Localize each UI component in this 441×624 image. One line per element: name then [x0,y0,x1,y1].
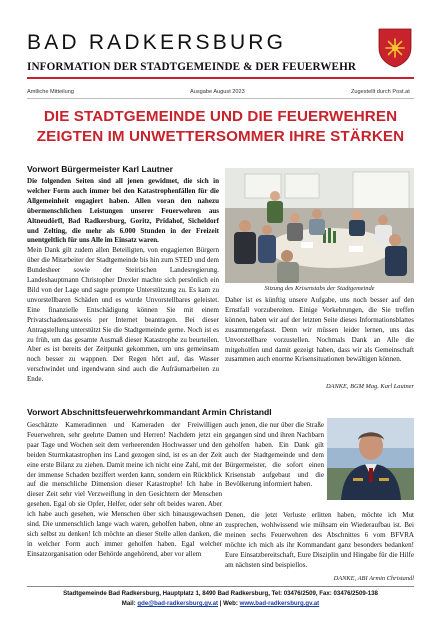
meta-delivery: Zugestellt durch Post.at [351,89,410,95]
mayor-body-paragraph: Mein Dank gilt zudem allen Beteiligten, von engagierten Bürgern über die Mitarbeiter der Stadtgemeinde bis hin zum STED und dem Bundesheer sowie der Steirischen Landesregierung. Landeshauptmann Christopher Drexler machte sich persönlich ein Bild von der Lage und sagte prompte Unterstützung zu. Es kam zu unvorstellbaren Schäden und es wurde Unvorstellbares geleistet. Eine finanzielle Entschädigung können Sie mit einem Privatschadensausweis per Internet beantragen. Bei dieser Antragstellung unterstützt Sie die Stadtgemeinde gerne. Noch ist es zu früh, um das gesamte Ausmaß dieser Katastrophe zu beurteilen. Aber es ist bereits der Zeitpunkt gekommen, um uns gemeinsam noch besser zu wappnen. Der Regen hört auf, das Wasser verschwindet und irgendwann sind auch die Aufräumarbeiten zu Ende. [27,246,219,384]
photo-caption: Sitzung des Krisenstabs der Stadtgemeinde [264,285,375,292]
fire-article-right-top [225,421,324,511]
fire-closing-paragraph: Denen, die jetzt Verluste erlitten haben, möchte ich Mut zusprechen, wohlwissend wie mühsam ein Wiederaufbau ist. Bei meinen sechs Feuerwehren des Abschnittes 6 vom BFVRA möchte ich mich als ihr Kommandant ganz besonders bedanken! Eure Einsatzbereitschaft, Eure Disziplin und Hingabe für die Hilfe am nächsten sind beispiellos. [225,511,414,569]
footer-web-label: | Web: [218,600,240,607]
mayor-article-title: Vorwort Bürgermeister Karl Lautner [27,164,173,174]
masthead-title: BAD RADKERSBURG [27,31,287,54]
mayor-closing-paragraph: Daher ist es künftig unsere Aufgabe, uns noch besser auf den Ernstfall vorzubereiten. Einige Vorkehrungen, die Sie treffen können, haben wir auf der letzten Seite dieses Informationsblattes zusammengefasst. Denn wir müssen leider lernen, uns das Unvorstellbare vorzustellen. Nochmals Dank an Alle die mitgeholfen und damit gezeigt haben, dass wir als Gemeinschaft zusammen auch enorme Krisensituationen bewältigen können. [225,296,414,364]
masthead-rule [27,77,414,79]
mayor-article-right-column [225,296,414,366]
footer-address: Stadtgemeinde Bad Radkersburg, Hauptplatz 1, 8490 Bad Radkersburg, Tel: 03476/2509, Fax: 03476/2509-138 [63,590,378,597]
footer-contact [0,600,441,607]
fire-article-title: Vorwort Abschnittsfeuerwehrkommandant Armin Christandl [27,407,272,417]
footer-divider [27,586,414,587]
fire-thanks-paragraph: auch jenen, die nur über die Straße gegangen sind und ihren Nachbarn geholfen haben. Ein Dank gilt auch der Stadtgemeinde und dem Bürgermeister, die sofort einen Krisenstab aufgebaut und die Bevölkerung informiert haben. [225,421,324,489]
fire-signature: DANKE, ABI Armin Christandl [333,575,414,582]
meta-divider [27,98,414,99]
mayor-article-left-column [27,177,219,395]
mayor-signature: DANKE, BGM Mag. Karl Lautner [325,383,414,390]
footer-mail-label: Mail: [121,600,138,607]
meta-issue: Ausgabe August 2023 [190,89,245,95]
masthead-subtitle: INFORMATION DER STADTGEMEINDE & DER FEUERWEHR [27,61,357,73]
fire-article-left-column [27,421,222,581]
fire-body-paragraph: Geschätzte Kameradinnen und Kameraden der Freiwilligen Feuerwehren, sehr geehrte Damen und Herren! Nachdem jetzt ein paar Tage und Wochen seit dem verheerenden Hochwasser und den beiden Sturmkatastrophen ins Land gezogen sind, ist es an der Zeit eine erste Bilanz zu ziehen. Damit meine ich nicht eine Zahl, mit der der immense Schaden beziffert werden kann, sondern ein Rückblick auf die menschliche Dimension dieser Katastrophe! Ich habe in dieser Zeit sehr viel Verzweiflung in den Gesichtern der Menschen gesehen. Egal ob sie Opfer, Helfer, oder sehr oft beides waren. Aber ich habe auch gesehen, wie Menschen über sich hinausgewachsen sind. Die unmenschlich lange wach waren, geholfen haben, ohne an sich selbst zu denken! Ich möchte an dieser Stelle allen danken, die in welcher Form auch immer geholfen haben. Egal welcher Einsatzorganisation oder Behörde angehörend, aber vor allem [27,421,222,558]
footer-web-link[interactable]: www.bad-radkersburg.gv.at [239,600,320,607]
fire-article-right-bottom [225,511,414,577]
coat-of-arms-icon [378,28,412,68]
headline-line2: ZEIGTEN IM UNWETTERSOMMER IHRE STÄRKEN [36,128,405,145]
headline-line1: DIE STADTGEMEINDE UND DIE FEUERWEHREN [43,108,398,125]
footer-mail-link[interactable]: gde@bad-radkersburg.gv.at [137,600,219,607]
meta-official-notice: Amtliche Mitteilung [27,89,74,95]
commander-portrait [327,418,414,500]
crisis-meeting-photo [225,168,414,283]
mayor-intro-paragraph: Die folgenden Seiten sind all jenen gewidmet, die sich in welcher Form auch immer bei den Katastrophenfällen für die Allgemeinheit engagiert haben. Allen voran den nahezu übermenschlichen Leistungen unserer Feuerwehren aus Altneudörfl, Bad Radkersburg, Goritz, Pridahof, Sicheldorf und Zelting, die mehr als 6.000 Stunden in der Freizeit unentgeltlich für uns Alle im Einsatz waren. [27,177,219,245]
